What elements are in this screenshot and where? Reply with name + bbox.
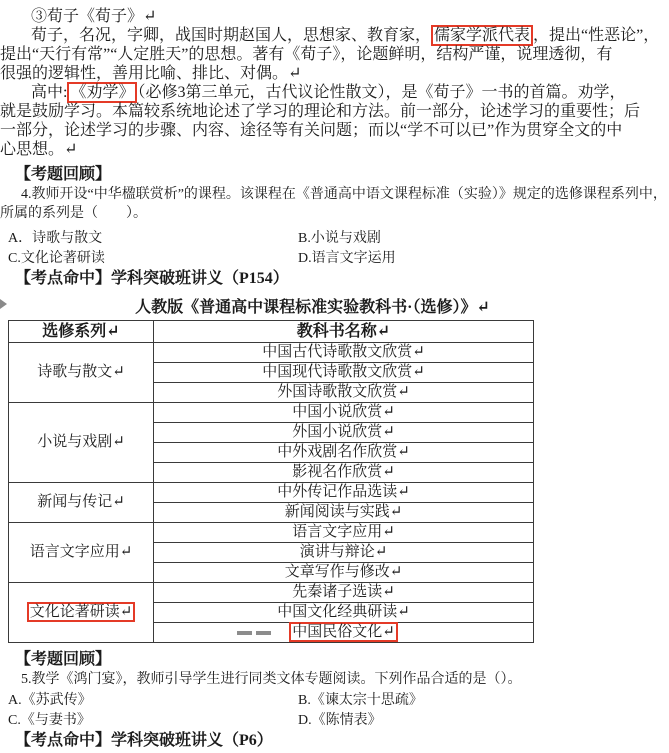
series-label: 新闻与传记↵ (37, 494, 125, 510)
highlighted-text: 儒家学派代表 (434, 27, 531, 44)
book-label: 影视名作欣赏↵ (292, 464, 395, 480)
text-run: （必修3第三单元，古代议论性散文），是《荀子》一书的首篇。劝学， (137, 84, 626, 101)
option-b: B.《谏太宗十思疏》 (298, 693, 423, 708)
book-cell (154, 603, 534, 623)
section-label-source: 【考点命中】学科突破班讲义（P154） (15, 270, 289, 287)
table-header-row (9, 321, 534, 343)
book-label: 语言文字应用↵ (292, 524, 395, 540)
table-anchor-icon (0, 299, 7, 309)
options-row (0, 249, 669, 269)
highlight-box (431, 25, 533, 46)
option-c: C.《与妻书》 (8, 713, 91, 728)
section-label-review: 【考题回顾】 (15, 651, 112, 668)
book-cell (154, 523, 534, 543)
table-row (9, 483, 534, 503)
book-label: 中外传记作品选读↵ (277, 484, 410, 500)
table-resize-handle (256, 631, 271, 635)
series-label: 小说与戏剧↵ (37, 434, 125, 450)
book-cell (154, 423, 534, 443)
series-label: 文化论著研读↵ (29, 604, 133, 620)
table-resize-handle (237, 631, 252, 635)
paragraph-line: 心思想。↵ (0, 141, 78, 158)
text-run: 高中: (31, 84, 68, 101)
paragraph-line: 很强的逻辑性，善用比喻、排比、对偶。↵ (0, 65, 302, 82)
paragraph-line: 一部分，论述学习的步骤、内容、途径等有关问题；而以“学不可以已”作为贯穿全文的中 (0, 122, 623, 139)
option-c: C.文化论著研读 (8, 251, 105, 266)
paragraph-line (0, 26, 669, 45)
book-cell (154, 503, 534, 523)
book-cell (154, 623, 534, 643)
highlight-box (27, 602, 136, 622)
table-row (9, 523, 534, 543)
options-row (0, 691, 669, 711)
header-cell-book: 教科书名称↵ (154, 321, 534, 343)
option-d: D.语言文字运用 (298, 251, 396, 266)
option-a: A．诗歌与散文 (8, 231, 103, 246)
highlight-box (67, 82, 137, 103)
highlighted-text: 《劝学》 (70, 84, 135, 101)
book-label: 中国小说欣赏↵ (292, 404, 395, 420)
series-cell (9, 583, 154, 643)
text-run: ，提出“性恶论”， (533, 27, 660, 44)
book-cell (154, 403, 534, 423)
table-row (9, 583, 534, 603)
paragraph-line: 就是鼓励学习。本篇较系统地论述了学习的理论和方法。前一部分，论述学习的重要性；后 (0, 103, 641, 120)
series-cell (9, 523, 154, 583)
option-d: D.《陈情表》 (298, 713, 382, 728)
paragraph-line: 提出“天行有常”“人定胜天”的思想。著有《荀子》，论题鲜明，结构严谨，说理透彻，有 (0, 46, 613, 63)
question-stem: 所属的系列是（ ）。 (0, 206, 147, 221)
book-cell (154, 543, 534, 563)
book-cell (154, 383, 534, 403)
options-row (0, 711, 669, 731)
series-cell (9, 483, 154, 523)
book-label: 中国古代诗歌散文欣赏↵ (262, 344, 425, 360)
topic-heading: ③荀子《荀子》↵ (31, 8, 157, 25)
book-label: 演讲与辩论↵ (299, 544, 388, 560)
book-label: 中国民俗文化↵ (292, 624, 395, 640)
book-cell (154, 463, 534, 483)
option-b: B.小说与戏剧 (298, 231, 381, 246)
header-cell-series: 选修系列↵ (9, 321, 154, 343)
table-row (9, 343, 534, 363)
book-label: 文章写作与修改↵ (284, 564, 403, 580)
options-row (0, 229, 669, 249)
section-label-review: 【考题回顾】 (15, 166, 112, 183)
question-stem: 5.教学《鸿门宴》，教师引导学生进行同类文体专题阅读。下列作品合适的是（）。 (21, 672, 522, 687)
table-row (9, 403, 534, 423)
book-cell (154, 443, 534, 463)
section-label-source: 【考点命中】学科突破班讲义（P6） (15, 732, 273, 749)
book-cell (154, 563, 534, 583)
book-label: 外国小说欣赏↵ (292, 424, 395, 440)
series-label: 诗歌与散文↵ (37, 364, 125, 380)
series-cell (9, 403, 154, 483)
book-cell (154, 583, 534, 603)
book-cell (154, 363, 534, 383)
book-label: 新闻阅读与实践↵ (284, 504, 403, 520)
book-label: 中外戏剧名作欣赏↵ (277, 444, 410, 460)
textbook-table (8, 320, 534, 643)
text-run: 荀子，名况，字卿，战国时期赵国人，思想家、教育家， (31, 27, 432, 44)
highlight-box (289, 622, 398, 642)
series-cell (9, 343, 154, 403)
option-a: A.《苏武传》 (8, 693, 92, 708)
series-label: 语言文字应用↵ (29, 544, 133, 560)
question-stem: 4.教师开设“中华楹联赏析”的课程。该课程在《普通高中语文课程标准（实验）》规定的选修课程系列中， (21, 187, 667, 202)
book-cell (154, 343, 534, 363)
paragraph-line (0, 83, 669, 102)
table-title: 人教版《普通高中课程标准实验教科书·（选修）》↵ (135, 299, 490, 316)
book-label: 先秦诸子选读↵ (292, 584, 395, 600)
book-cell (154, 483, 534, 503)
book-label: 外国诗歌散文欣赏↵ (277, 384, 410, 400)
book-label: 中国文化经典研读↵ (277, 604, 410, 620)
book-label: 中国现代诗歌散文欣赏↵ (262, 364, 425, 380)
